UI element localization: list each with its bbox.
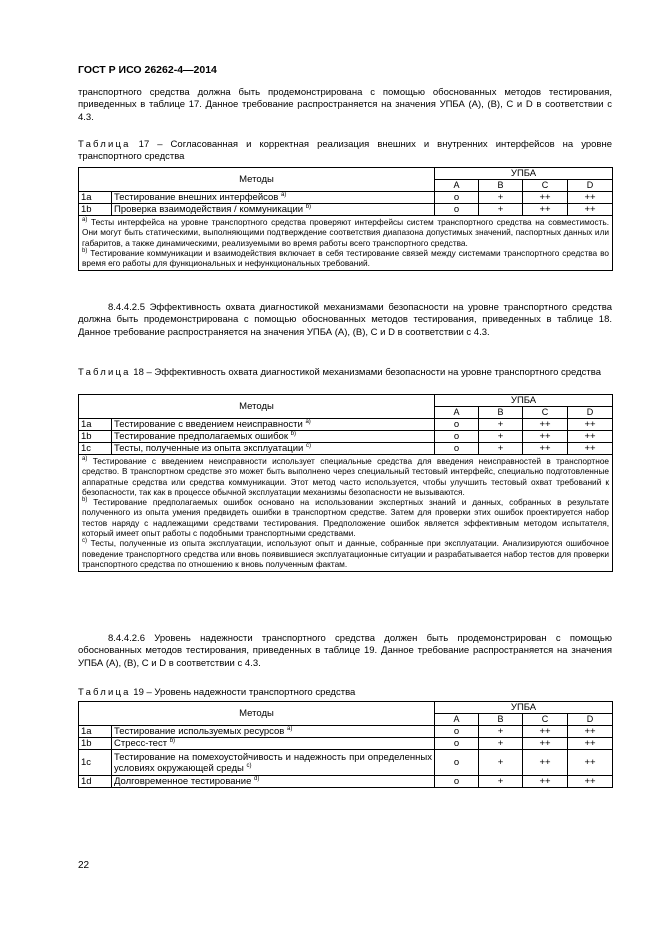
footnote-ref: a) — [305, 419, 311, 425]
value-a: o — [435, 726, 479, 738]
footnote-ref: b) — [169, 738, 176, 744]
table17-level-c: C — [523, 180, 568, 192]
method-text: Тестирование на помехоустойчивость и надежность при определенных условиях окружающей среды — [114, 751, 432, 774]
row-id: 1c — [79, 443, 112, 455]
table-row — [79, 750, 613, 776]
value-b: + — [479, 726, 523, 738]
footnote-ref: d) — [254, 776, 260, 782]
document-header: ГОСТ Р ИСО 26262-4—2014 — [78, 64, 217, 76]
table-row — [79, 431, 613, 443]
footnote-ref: b) — [305, 204, 312, 210]
method-text: Тесты, полученные из опыта эксплуатации — [114, 443, 304, 454]
footnote-b — [82, 497, 609, 538]
footnote-ref: a) — [287, 726, 293, 732]
table19-level-b: B — [479, 714, 523, 726]
value-b: + — [479, 750, 523, 776]
value-b: + — [479, 431, 523, 443]
row-method — [112, 192, 435, 204]
value-c: ++ — [523, 419, 568, 431]
value-c: ++ — [523, 726, 568, 738]
table-row — [79, 204, 613, 216]
footnote-mark: b) — [82, 497, 88, 504]
value-c: ++ — [523, 750, 568, 776]
row-method — [112, 726, 435, 738]
table19-upba-header: УПБА — [435, 702, 613, 714]
value-a: o — [435, 738, 479, 750]
method-text: Тестирование внешних интерфейсов — [114, 192, 279, 203]
table18 — [78, 394, 613, 572]
value-a: o — [435, 431, 479, 443]
footnote-c — [82, 538, 609, 569]
table-row — [79, 738, 613, 750]
footnote-text: Тестирование коммуникации и взаимодействия включает в себя тестирование связей между системами транспортного средства во время его работы для функциональных и нефункциональных требований. — [82, 247, 610, 269]
table-row — [79, 776, 613, 788]
value-a: o — [435, 192, 479, 204]
method-text: Тестирование предполагаемых ошибок — [114, 431, 288, 442]
row-method — [112, 750, 435, 776]
value-b: + — [479, 192, 523, 204]
value-b: + — [479, 204, 523, 216]
method-text: Долговременное тестирование — [114, 776, 252, 787]
page-number: 22 — [78, 860, 90, 871]
value-c: ++ — [523, 204, 568, 216]
table18-footnotes — [79, 455, 613, 572]
row-id: 1b — [79, 738, 112, 750]
value-d: ++ — [568, 443, 613, 455]
value-c: ++ — [523, 192, 568, 204]
table19-caption-label: Таблица — [78, 687, 131, 698]
method-text: Тестирование с введением неисправности — [114, 419, 303, 430]
footnote-text: Тестирование с введением неисправности использует специальные средства для введения неисправностей в транспортное средство. В транспортном средстве это может быть выполнено через специальный тестовый интерфейс, специально подготовленные аппаратные средства или средства коммуникации. Этот метод часто используется, чтобы улучшить тестовый охват требований к безопасности, так как в процессе обычной эксплуатации механизмы безопасности не вызываются. — [82, 456, 610, 497]
value-d: ++ — [568, 750, 613, 776]
footnote-mark: a) — [82, 217, 88, 223]
table18-level-a: A — [435, 407, 479, 419]
table18-caption-text: 18 – Эффективность охвата диагностикой механизмами безопасности на уровне транспортного средства — [130, 367, 601, 378]
table17-upba-header: УПБА — [435, 168, 613, 180]
table18-upba-header: УПБА — [435, 395, 613, 407]
row-method — [112, 738, 435, 750]
footnote-mark: c) — [82, 538, 87, 545]
table17-level-a: A — [435, 180, 479, 192]
method-text: Стресс-тест — [114, 738, 168, 749]
value-d: ++ — [568, 192, 613, 204]
table-row — [79, 443, 613, 455]
footnote-text: Тестирование предполагаемых ошибок основано на использовании экспертных знаний и данных, собранных в результате полученного из опыта умения предвидеть ошибки в транспортном средстве. Затем для проверки этих ошибок проектируется набор тестов наряду с надлежащими средствами тестирования. Предположение ошибок является эффективным методом испытателя, который имеет опыт работы с подобными транспортными средствами. — [82, 497, 610, 539]
table-row — [79, 419, 613, 431]
value-b: + — [479, 738, 523, 750]
row-method — [112, 776, 435, 788]
row-id: 1a — [79, 726, 112, 738]
value-d: ++ — [568, 738, 613, 750]
row-method — [112, 431, 435, 443]
method-text: Проверка взаимодействия / коммуникации — [114, 204, 304, 215]
row-id: 1a — [79, 419, 112, 431]
footnote-ref: c) — [305, 443, 311, 449]
value-a: o — [435, 750, 479, 776]
table17-level-b: B — [479, 180, 523, 192]
table19-level-a: A — [435, 714, 479, 726]
footnote-text: Тесты, полученные из опыта эксплуатации, используют опыт и данные, собранные при эксплуатации. Анализируются ошибочное поведение транспортного средства или вновь появившиеся эксплуатационные ситуации и разрабатывается набор тестов для проверки транспортного средства по отношению к вновь полученным фактам. — [82, 538, 610, 569]
table17-caption-label: Таблица — [78, 139, 131, 150]
row-method — [112, 443, 435, 455]
value-b: + — [479, 776, 523, 788]
value-a: o — [435, 776, 479, 788]
footnote-mark: b) — [82, 247, 88, 254]
table-row — [79, 726, 613, 738]
footnote-ref: b) — [290, 431, 296, 437]
table17-caption — [78, 139, 612, 164]
table17-footnotes — [79, 216, 613, 271]
row-id: 1a — [79, 192, 112, 204]
table19-level-c: C — [523, 714, 568, 726]
value-d: ++ — [568, 419, 613, 431]
value-d: ++ — [568, 726, 613, 738]
method-text: Тестирование используемых ресурсов — [114, 726, 285, 737]
footnote-b — [82, 248, 609, 269]
row-id: 1b — [79, 431, 112, 443]
row-id: 1c — [79, 750, 112, 776]
paragraph-1: транспортного средства должна быть продемонстрирована с помощью обоснованных методов тестирования, приведенных в таблице 17. Данное требование распространяется на значения УПБА (А), (В), С и D в соответствии с 4.3. — [78, 87, 612, 123]
row-method — [112, 419, 435, 431]
footnote-mark: a) — [82, 456, 88, 462]
row-method — [112, 204, 435, 216]
value-c: ++ — [523, 738, 568, 750]
table18-caption — [78, 367, 612, 379]
table19-caption-text: 19 – Уровень надежности транспортного средства — [130, 687, 356, 698]
table17 — [78, 167, 613, 271]
value-a: o — [435, 419, 479, 431]
footnote-ref: a) — [280, 192, 287, 198]
table18-level-d: D — [568, 407, 613, 419]
table-row — [79, 192, 613, 204]
table19 — [78, 701, 613, 788]
footnote-a — [82, 456, 609, 497]
paragraph-3: 8.4.4.2.6 Уровень надежности транспортного средства должен быть продемонстрирован с помощью обоснованных методов тестирования, приведенных в таблице 19. Данное требование распространяется на значения УПБА (А), (В), С и D в соответствии с 4.3. — [78, 633, 612, 669]
table19-caption — [78, 687, 612, 699]
row-id: 1b — [79, 204, 112, 216]
table18-level-c: C — [523, 407, 568, 419]
value-a: o — [435, 204, 479, 216]
footnote-a — [82, 217, 609, 248]
table18-caption-label: Таблица — [78, 367, 131, 378]
value-c: ++ — [523, 776, 568, 788]
footnote-text: Тесты интерфейса на уровне транспортного средства проверяют интерфейсы систем транспортного средства на совместимость. Они могут быть статическими, выполняющими подтверждение соответствия диапазона допустимых значений, паспортных данных или габаритов, а также динамическими, реализуемыми во время работы всего транспортного средства. — [82, 217, 610, 248]
table19-methods-header: Методы — [79, 702, 435, 726]
table17-level-d: D — [568, 180, 613, 192]
table17-caption-text: 17 – Согласованная и корректная реализация внешних и внутренних интерфейсов на уровне транспортного средства — [78, 139, 612, 163]
paragraph-2: 8.4.4.2.5 Эффективность охвата диагностикой механизмами безопасности на уровне транспортного средства должна быть продемонстрирована с помощью обоснованных методов тестирования, приведенных в таблице 18. Данное требование распространяется на значения УПБА (А), (В), С и D в соответствии с 4.3. — [78, 302, 612, 338]
value-d: ++ — [568, 204, 613, 216]
value-d: ++ — [568, 776, 613, 788]
table17-methods-header: Методы — [79, 168, 435, 192]
value-b: + — [479, 419, 523, 431]
table19-level-d: D — [568, 714, 613, 726]
value-c: ++ — [523, 431, 568, 443]
value-a: o — [435, 443, 479, 455]
table18-level-b: B — [479, 407, 523, 419]
footnote-ref: c) — [246, 762, 252, 769]
table18-methods-header: Методы — [79, 395, 435, 419]
value-b: + — [479, 443, 523, 455]
row-id: 1d — [79, 776, 112, 788]
value-c: ++ — [523, 443, 568, 455]
value-d: ++ — [568, 431, 613, 443]
